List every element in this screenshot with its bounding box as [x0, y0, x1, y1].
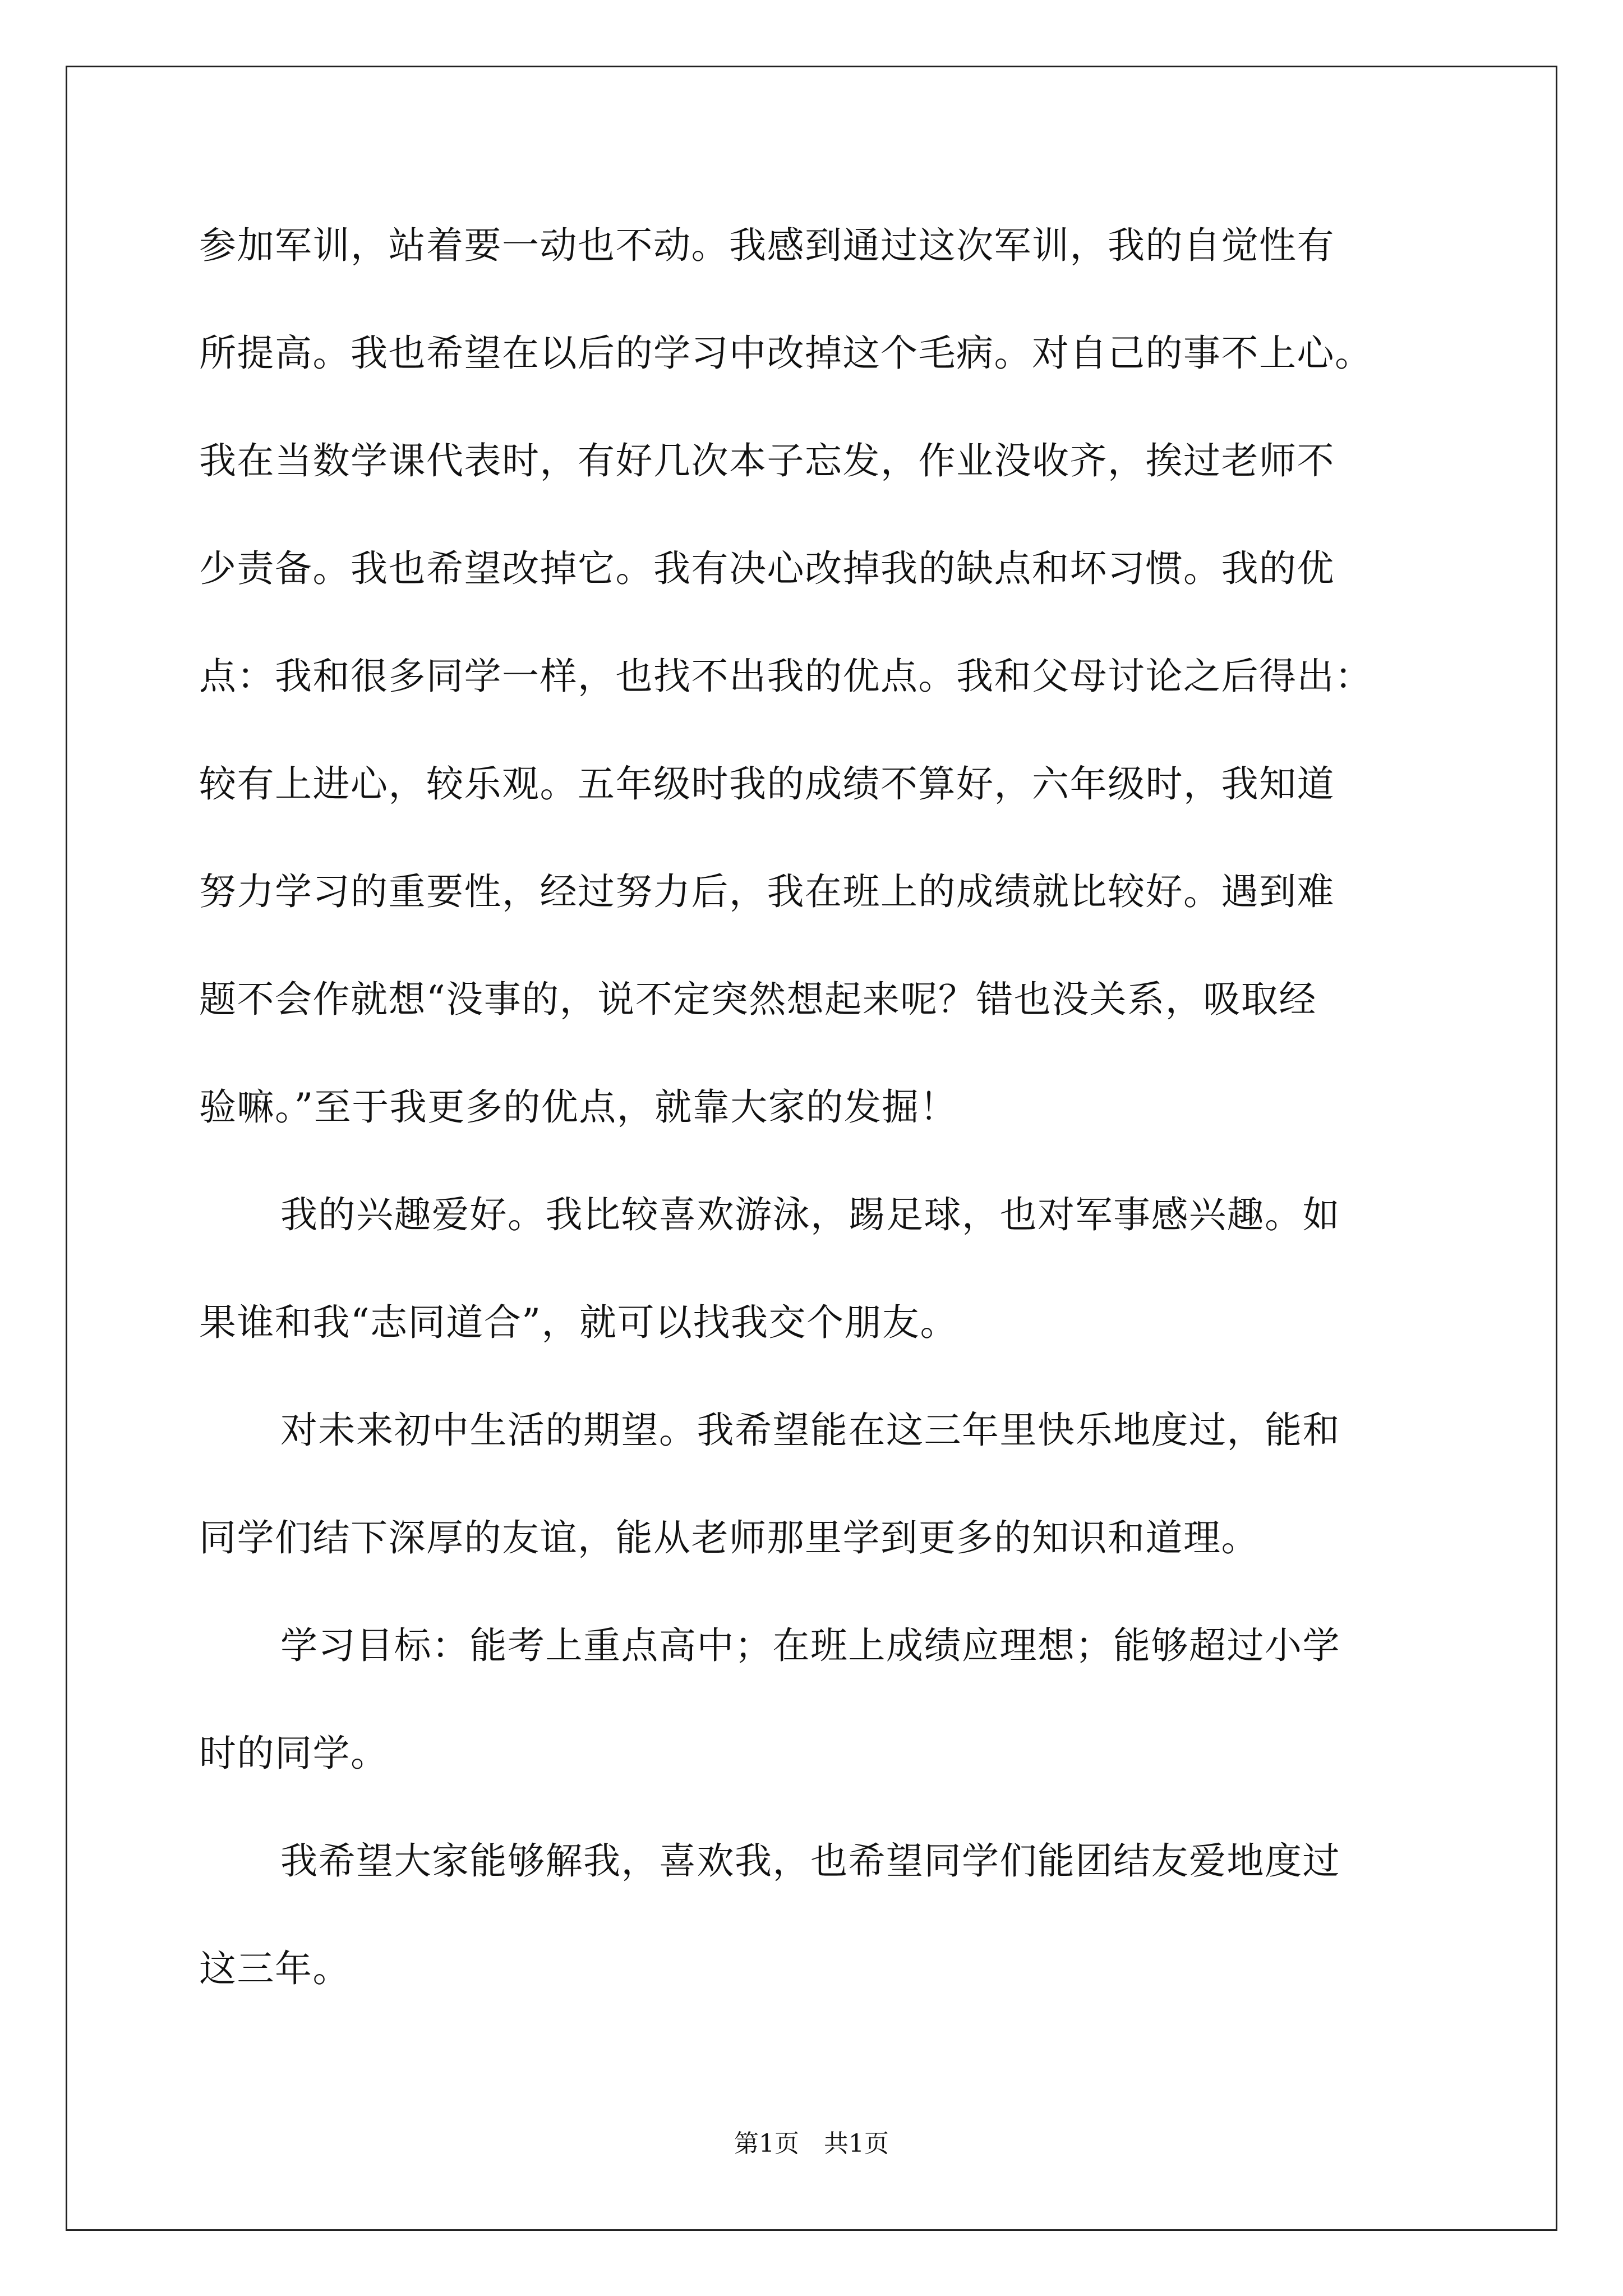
- paragraph-first-line: 我希望大家能够解我，喜欢我，也希望同学们能团结友爱地度过: [280, 1839, 1340, 1883]
- body-line: 少责备。我也希望改掉它。我有决心改掉我的缺点和坏习惯。我的优: [199, 547, 1335, 590]
- body-line: 果谁和我“志同道合”，就可以找我交个朋友。: [199, 1301, 958, 1344]
- body-line: 点：我和很多同学一样，也找不出我的优点。我和父母讨论之后得出：: [199, 655, 1373, 698]
- body-line: 参加军训，站着要一动也不动。我感到通过这次军训，我的自觉性有: [199, 224, 1335, 267]
- body-line: 验嘛。”至于我更多的优点，就靠大家的发掘！: [199, 1085, 958, 1129]
- body-line: 题不会作就想“没事的，说不定突然想起来呢？错也没关系，吸取经: [199, 978, 1317, 1021]
- body-line: 同学们结下深厚的友谊，能从老师那里学到更多的知识和道理。: [199, 1516, 1259, 1559]
- page-number-footer: 第1页 共1页: [734, 2129, 889, 2158]
- body-line: 较有上进心，较乐观。五年级时我的成绩不算好，六年级时，我知道: [199, 762, 1335, 806]
- paragraph-first-line: 我的兴趣爱好。我比较喜欢游泳，踢足球，也对军事感兴趣。如: [280, 1193, 1340, 1236]
- body-line: 努力学习的重要性，经过努力后，我在班上的成绩就比较好。遇到难: [199, 870, 1335, 913]
- body-line: 这三年。: [199, 1947, 351, 1990]
- body-line: 时的同学。: [199, 1732, 389, 1775]
- body-line: 我在当数学课代表时，有好几次本子忘发，作业没收齐，挨过老师不: [199, 439, 1335, 482]
- page-border: [66, 66, 1557, 2231]
- paragraph-first-line: 对未来初中生活的期望。我希望能在这三年里快乐地度过，能和: [280, 1409, 1340, 1452]
- paragraph-first-line: 学习目标：能考上重点高中；在班上成绩应理想；能够超过小学: [280, 1624, 1340, 1667]
- body-line: 所提高。我也希望在以后的学习中改掉这个毛病。对自己的事不上心。: [199, 332, 1373, 375]
